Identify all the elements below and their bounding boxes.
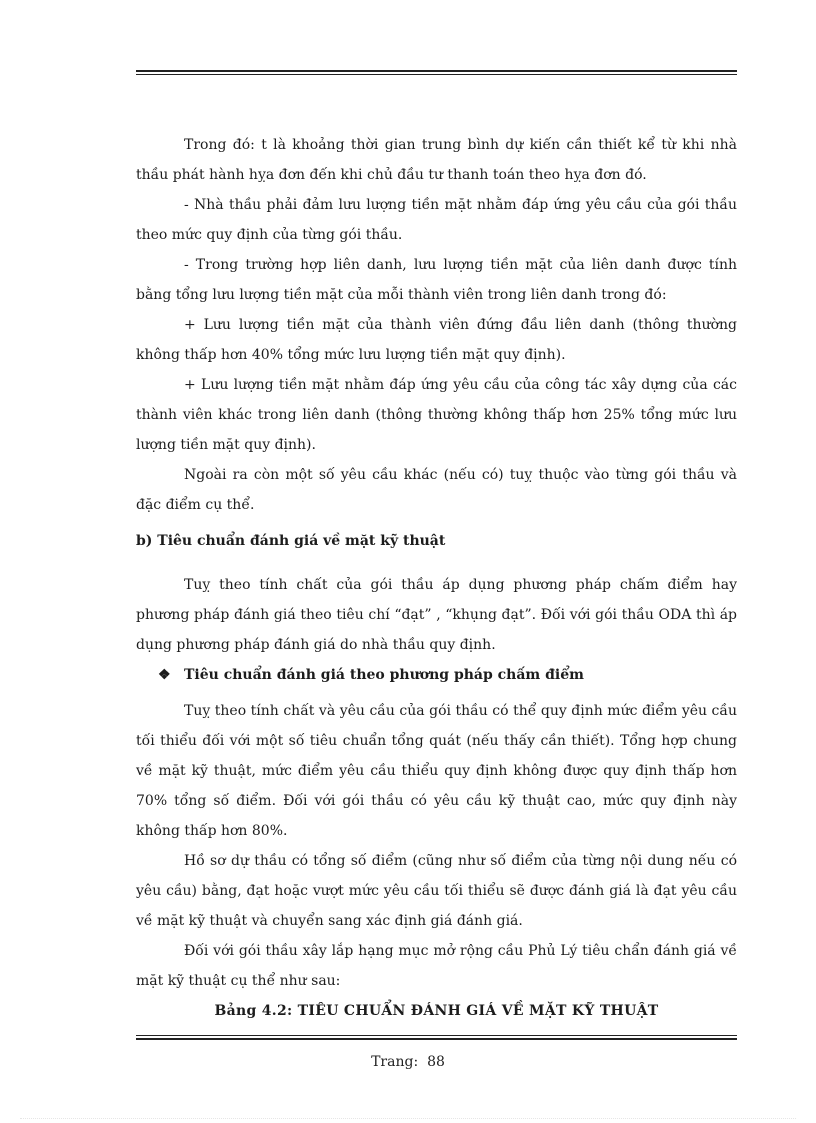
paragraph: Tuỵ theo tính chất và yêu cầu của gói thầu có thể quy định mức điểm yêu cầu tối thiểu đối với một số tiêu chuẩn tổng quát (nếu thấy cần thiết). Tổng hợp chung về mặt kỹ thuật, mức điểm yêu cầu thiểu quy định không được quy định thấp hơn 70% tổng số điểm. Đối với gói thầu có yêu cầu kỹ thuật cao, mức quy định này không thấp hơn 80%. [136, 703, 737, 839]
paragraph: Ngoài ra còn một số yêu cầu khác (nếu có) tuỵ thuộc vào từng gói thầu và đặc điểm cụ thể. [136, 467, 737, 513]
paragraph: - Nhà thầu phải đảm lưu lượng tiền mặt nhằm đáp ứng yêu cầu của gói thầu theo mức quy định của từng gói thầu. [136, 197, 737, 243]
table-caption: Bảng 4.2: TIÊU CHUẨN ĐÁNH GIÁ VỀ MẶT KỸ THUẬT [214, 1003, 659, 1019]
page-content [136, 130, 737, 1026]
paragraph: Trong đó: t là khoảng thời gian trung bình dự kiến cần thiết kể từ khi nhà thầu phát hành hỵa đơn đến khi chủ đầu tư thanh toán theo hỵa đơn đó. [136, 137, 737, 183]
bullet-heading-text: Tiêu chuẩn đánh giá theo phương pháp chấm điểm [184, 667, 584, 683]
paragraph: Tuỵ theo tính chất của gói thầu áp dụng phương pháp chấm điểm hay phương pháp đánh giá theo tiêu chí “đạt” , “khụng đạt”. Đối với gói thầu ODA thì áp dụng phương pháp đánh giá do nhà thầu quy định. [136, 577, 737, 653]
paragraph: + Lưu lượng tiền mặt nhằm đáp ứng yêu cầu của công tác xây dựng của các thành viên khác trong liên danh (thông thường không thấp hơn 25% tổng mức lưu lượng tiền mặt quy định). [136, 377, 737, 453]
diamond-bullet-icon: ❖ [158, 667, 171, 683]
paragraph: - Trong trường hợp liên danh, lưu lượng tiền mặt của liên danh được tính bằng tổng lưu lượng tiền mặt của mỗi thành viên trong liên danh trong đó: [136, 257, 737, 303]
bullet-heading [136, 660, 737, 690]
page-footer [0, 1054, 816, 1070]
footer-label: Trang: [371, 1054, 419, 1070]
page-edge-dotted-line [20, 1118, 796, 1119]
header-double-rule [136, 70, 737, 75]
paragraph: Hồ sơ dự thầu có tổng số điểm (cũng như số điểm của từng nội dung nếu có yêu cầu) bằng, đạt hoặc vượt mức yêu cầu tối thiểu sẽ được đánh giá là đạt yêu cầu về mặt kỹ thuật và chuyển sang xác định giá đánh giá. [136, 853, 737, 929]
section-heading-b: b) Tiêu chuẩn đánh giá về mặt kỹ thuật [136, 533, 446, 549]
paragraph: Đối với gói thầu xây lắp hạng mục mở rộng cầu Phủ Lý tiêu chẩn đánh giá về mặt kỹ thuật cụ thể như sau: [136, 943, 737, 989]
page-number: 88 [427, 1054, 445, 1070]
paragraph: + Lưu lượng tiền mặt của thành viên đứng đầu liên danh (thông thường không thấp hơn 40% tổng mức lưu lượng tiền mặt quy định). [136, 317, 737, 363]
footer-double-rule [136, 1035, 737, 1040]
